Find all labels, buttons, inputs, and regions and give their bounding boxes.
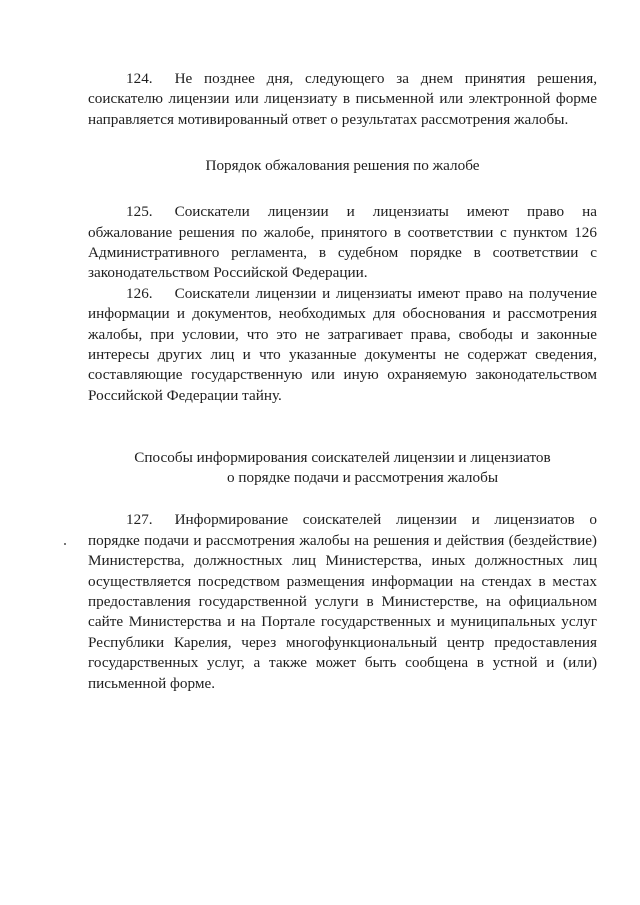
scan-speck [64,543,66,545]
paragraph-text: Соискатели лицензии и лицензиаты имеют право на получение информации и документов, необходимых для обоснования и рассмотрения жалобы, при условии, что это не затрагивает права, свободы и законные интересы других лиц и что указанные документы не содержат сведения, составляющие государственную или иную охраняемую законодательством Российской Федерации тайну. [88,284,597,404]
paragraph-number: 125. [126,203,153,221]
paragraph-text: Не позднее дня, следующего за днем принятия решения, соискателю лицензии или лицензиату в письменной или электронной форме направляется мотивированный ответ о результатах рассмотрения жалобы. [88,70,597,128]
section-heading-info-methods [88,448,597,488]
paragraph-number: 127. [126,511,153,529]
heading-line-1: Способы информирования соискателей лицензии и лицензиатов [134,449,551,467]
paragraph-126 [88,284,597,406]
paragraph-125 [88,202,597,284]
paragraph-number: 126. [126,284,153,302]
paragraph-124 [88,69,597,130]
paragraph-127 [88,510,597,694]
paragraph-text: Информирование соискателей лицензии и лицензиатов о порядке подачи и рассмотрения жалобы на решения и действия (бездействие) Министерства, должностных лиц Министерства, иных должностных лиц осуществляется посредством размещения информации на стендах в местах предоставления государственной услуги в Министерстве, на официальном сайте Министерства и на Портале государственных и муниципальных услуг Республики Карелия, через многофункциональный центр предоставления государственных услуг, а также может быть сообщена в устной и (или) письменной форме. [88,511,597,692]
heading-line-2: о порядке подачи и рассмотрения жалобы [226,469,499,487]
paragraph-text: Соискатели лицензии и лицензиаты имеют право на обжалование решения по жалобе, принятого в соответствии с пунктом 126 Административного регламента, в судебном порядке в соответствии с законодательством Российской Федерации. [88,203,597,282]
section-heading-appeal-order: Порядок обжалования решения по жалобе [205,157,480,175]
paragraph-number: 124. [126,70,153,87]
